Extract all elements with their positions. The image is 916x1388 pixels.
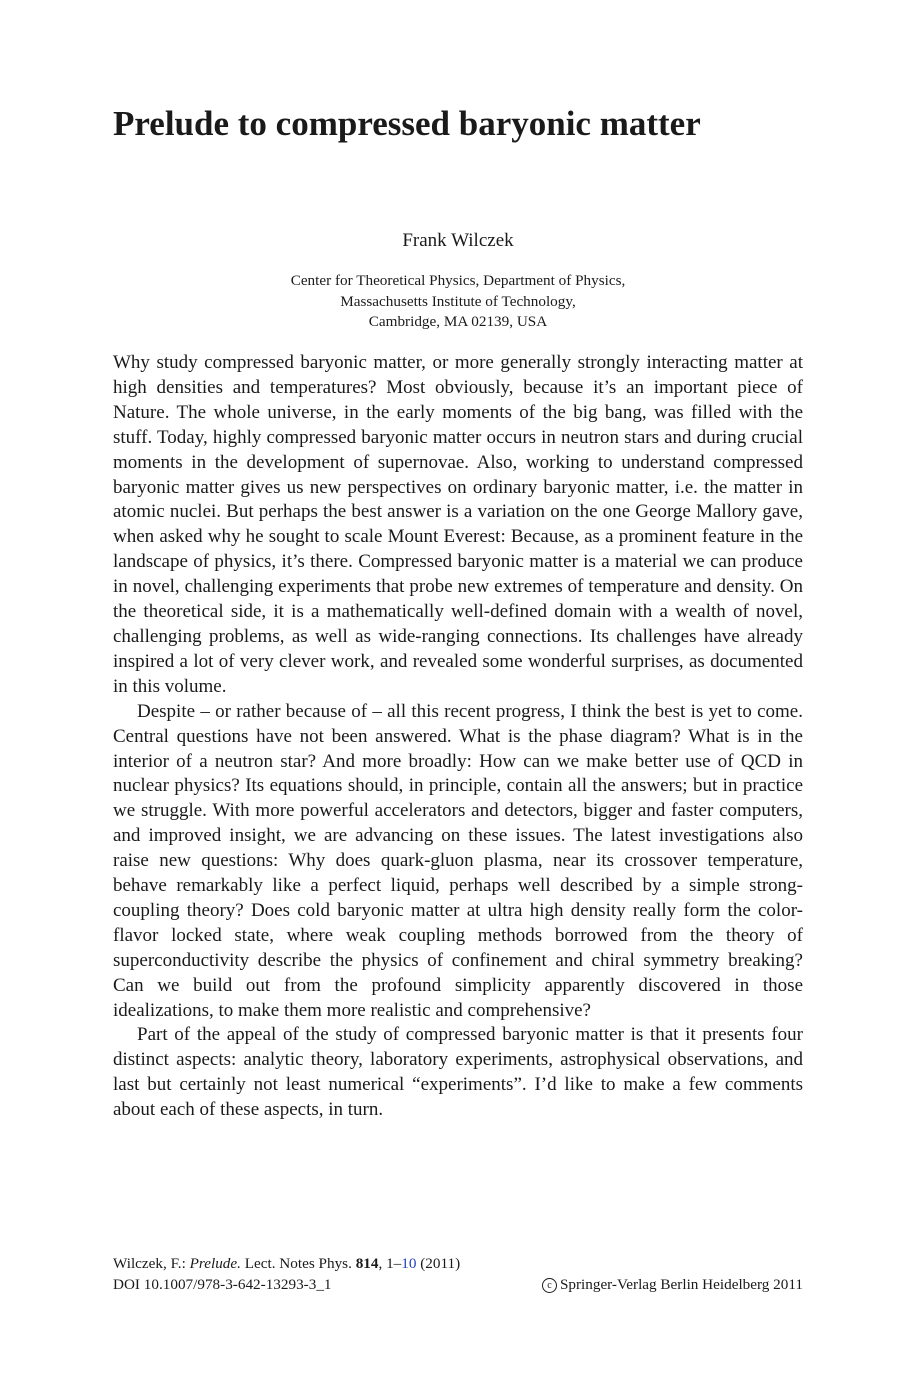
citation-pages: , 1– <box>378 1255 402 1272</box>
citation-year: (2011) <box>416 1255 461 1272</box>
paragraph: Why study compressed baryonic matter, or more generally strongly interacting matter at high densities and temperatures? Most obviously, because it’s an important piece of Nature. The whole universe, in the early moments of the big bang, was filled with the stuff. Today, highly compressed baryonic matter occurs in neutron stars and during crucial moments in the development of supernovae. Also, working to understand compressed baryonic matter gives us new perspectives on ordinary baryonic matter, i.e. the matter in atomic nuclei. But perhaps the best answer is a variation on the one George Mallory gave, when asked why he sought to scale Mount Everest: Because, as a prominent feature in the landscape of physics, it’s there. Compressed baryonic matter is a material we can produce in novel, challenging experiments that probe new extremes of temperature and density. On the theoretical side, it is a mathematically well-defined domain with a wealth of novel, challenging problems, as well as wide-ranging connections. Its challenges have already inspired a lot of very clever work, and revealed some wonderful surprises, as documented in this volume. <box>113 352 803 697</box>
footer <box>113 1253 803 1295</box>
citation-line <box>113 1253 803 1274</box>
affiliation-line: Massachusetts Institute of Technology, <box>340 292 576 310</box>
body-text <box>113 351 803 1123</box>
affiliation-line: Cambridge, MA 02139, USA <box>368 313 548 330</box>
citation-title: Prelude. <box>189 1255 241 1272</box>
paragraph: Part of the appeal of the study of compressed baryonic matter is that it presents four distinct aspects: analytic theory, laboratory experiments, astrophysical observations, and last but certainly not least numerical “experiments”. I’d like to make a few comments about each of these aspects, in turn. <box>113 1024 803 1121</box>
author-name: Frank Wilczek <box>402 230 514 251</box>
citation <box>113 1253 460 1274</box>
affiliation-block <box>113 271 803 333</box>
affiliation-line: Center for Theoretical Physics, Department of Physics, <box>290 272 626 289</box>
paper-title: Prelude to compressed baryonic matter <box>113 104 701 143</box>
copyright <box>542 1274 803 1295</box>
citation-author: Wilczek, F.: <box>113 1255 190 1272</box>
doi-line <box>113 1274 803 1295</box>
copyright-text: Springer-Verlag Berlin Heidelberg 2011 <box>559 1276 803 1293</box>
citation-volume: 814 <box>355 1255 379 1272</box>
doi: DOI 10.1007/978-3-642-13293-3_1 <box>113 1276 332 1293</box>
copyright-icon: c <box>542 1278 557 1293</box>
page-range-link[interactable]: 10 <box>401 1255 417 1272</box>
citation-series: Lect. Notes Phys. <box>240 1255 356 1272</box>
paragraph: Despite – or rather because of – all this recent progress, I think the best is yet to come. Central questions have not been answered. What is the phase diagram? What is in the interior of a neutron star? And more broadly: How can we make better use of QCD in nuclear physics? Its equations should, in principle, contain all the answers; but in practice we struggle. With more powerful accelerators and detectors, bigger and faster computers, and improved insight, we are advancing on these issues. The latest investigations also raise new questions: Why does quark-gluon plasma, near its crossover temperature, behave remarkably like a perfect liquid, perhaps well described by a simple strong-coupling theory? Does cold baryonic matter at ultra high density really form the color-flavor locked state, where weak coupling methods borrowed from the theory of superconductivity describe the physics of confinement and chiral symmetry breaking? Can we build out from the profound simplicity apparently discovered in those idealizations, to make them more realistic and comprehensive? <box>113 700 803 1021</box>
